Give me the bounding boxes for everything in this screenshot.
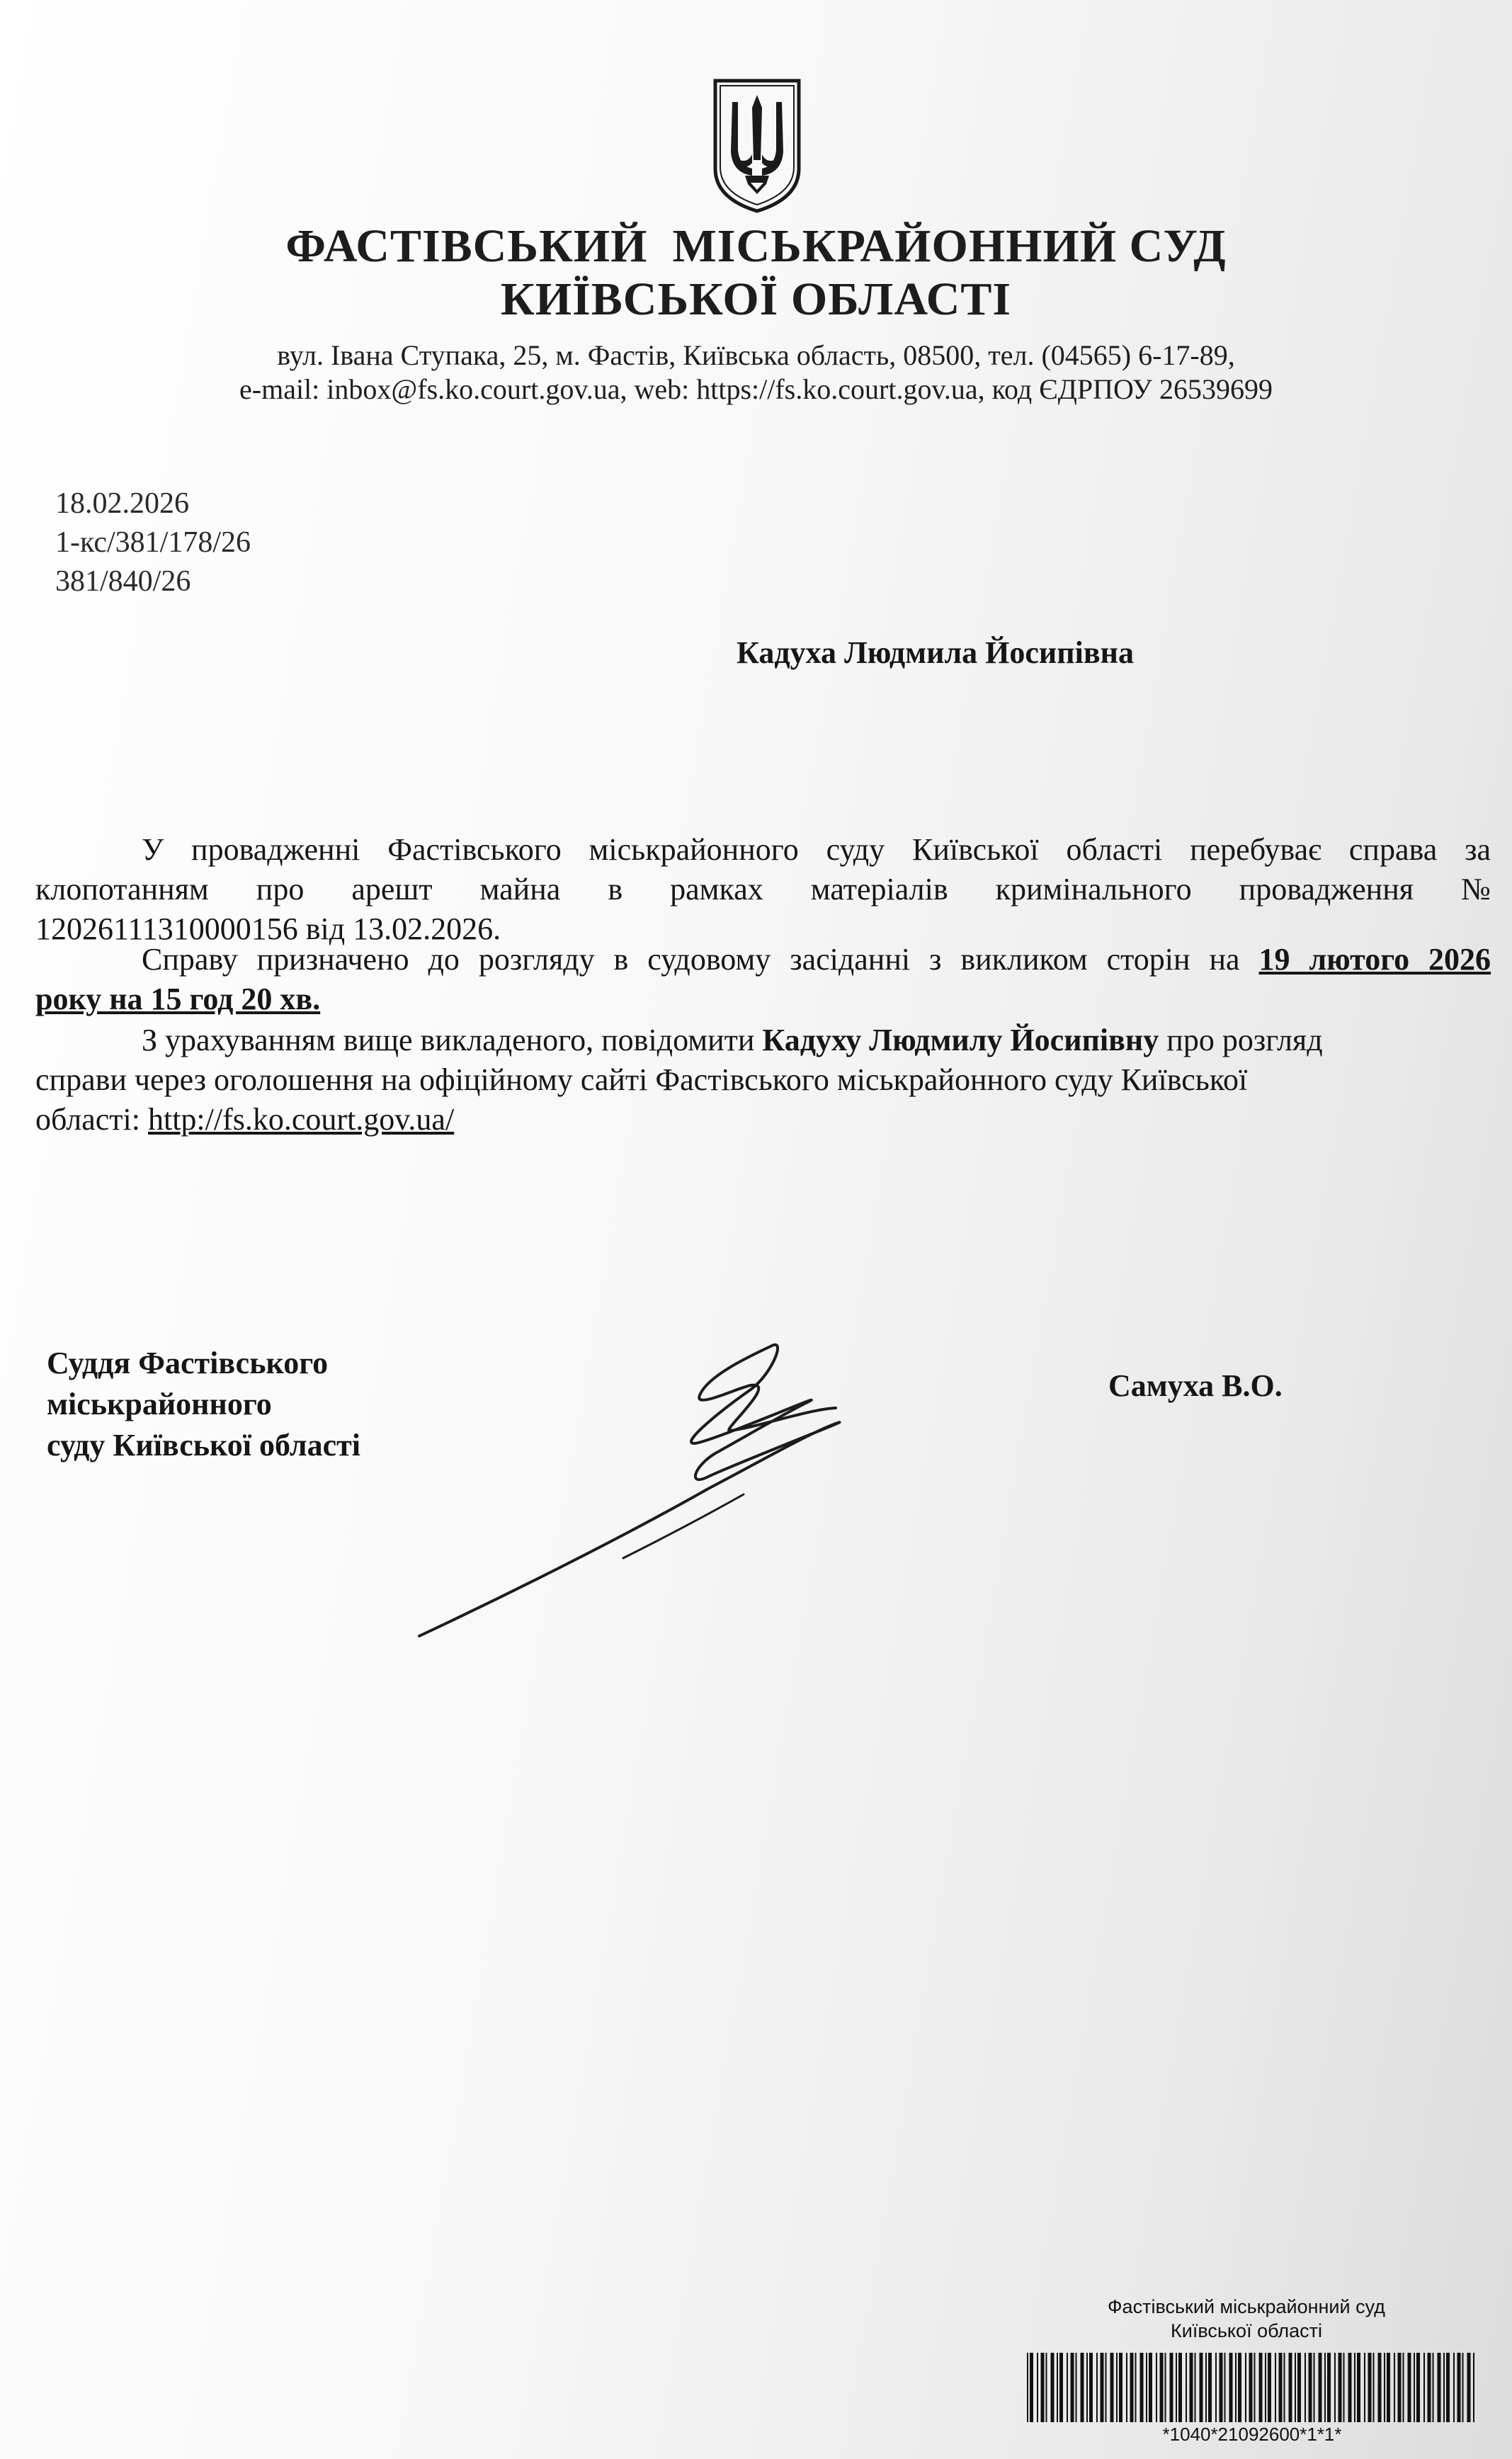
barcode-bar [1254,2353,1256,2422]
barcode-bar [1027,2353,1028,2422]
barcode-bar [1110,2353,1114,2422]
barcode-bar [1265,2353,1266,2422]
barcode-bar [1387,2353,1390,2422]
barcode-bar [1453,2353,1455,2422]
barcode-bar [1438,2353,1441,2422]
barcode-bar [1462,2353,1464,2422]
barcode-bar [1059,2353,1063,2422]
paragraph-line: справи через оголошення на офіційному сайті Фастівського міськрайонного суду Київської [35,1062,1248,1097]
hearing-time: року на 15 год 20 хв. [35,982,321,1016]
barcode-bar [1149,2353,1152,2422]
file-reference: 381/840/26 [55,565,191,598]
barcode-bar [1170,2353,1173,2422]
barcode-bar [1446,2353,1450,2422]
barcode-bar [1343,2353,1345,2422]
barcode-bar [1146,2353,1147,2422]
paragraph-case-info [35,830,1491,949]
barcode-bar [1105,2353,1107,2422]
barcode-bar [1416,2353,1420,2422]
barcode-bar [1116,2353,1118,2422]
barcode-bar [1275,2353,1276,2422]
barcode-bar [1378,2353,1382,2422]
barcode-bar [1428,2353,1431,2422]
judge-name: Самуха В.О. [1108,1368,1283,1403]
barcode-bar [1041,2353,1045,2422]
barcode-bar [1178,2353,1182,2422]
notify-text: З урахуванням вище викладеного, повідомити [142,1023,755,1057]
barcode-bar [1046,2353,1047,2422]
barcode-bar [1284,2353,1285,2422]
registry-stamp [1020,2295,1473,2343]
barcode-bar [1126,2353,1127,2422]
barcode-bar [1140,2353,1144,2422]
barcode-bar [1259,2353,1263,2422]
barcode-bar [1279,2353,1283,2422]
barcode-bar [1089,2353,1093,2422]
barcode-bar [1457,2353,1461,2422]
stamp-region: Київської області [1171,2320,1322,2341]
judge-title-line: міськрайонного [47,1387,272,1421]
barcode-bar [1423,2353,1425,2422]
stamp-court-name: Фастівський міськрайонний суд [1108,2296,1385,2317]
judge-title-line: суду Київської області [47,1428,360,1463]
barcode-bar [1220,2353,1223,2422]
barcode-bar [1101,2353,1104,2422]
barcode-bar [1249,2353,1253,2422]
barcode-bar [1067,2353,1068,2422]
barcode-bar [1229,2353,1233,2422]
notified-person: Кадуху Людмилу Йосипівну [762,1023,1159,1057]
paragraph-line [35,1021,1491,1060]
barcode-bar [1190,2353,1193,2422]
barcode-bar [1384,2353,1385,2422]
barcode-bar [1156,2353,1157,2422]
barcode-bar [1086,2353,1088,2422]
barcode-bar [1403,2353,1404,2422]
barcode-bar [1357,2353,1360,2422]
barcode-bar [1309,2353,1312,2422]
barcode-bar [1338,2353,1342,2422]
barcode-bar [1354,2353,1355,2422]
barcode-bar [1297,2353,1301,2422]
barcode-bar [1076,2353,1077,2422]
letter-date: 18.02.2026 [55,487,189,520]
barcode-bar [1186,2353,1187,2422]
barcode-bar [1408,2353,1411,2422]
link-prefix: області: [35,1102,140,1137]
court-address: вул. Івана Ступака, 25, м. Фастів, Київська область, 08500, тел. (04565) 6-17-89, [277,339,1235,371]
barcode-bar [1443,2353,1445,2422]
barcode-bar [1348,2353,1352,2422]
court-contacts: e-mail: inbox@fs.ko.court.gov.ua, web: https://fs.ko.court.gov.ua, код ЄДРПОУ 26539699 [239,373,1273,405]
barcode-bar [1205,2353,1207,2422]
barcode-bar [1176,2353,1177,2422]
barcode-bar [1200,2353,1203,2422]
barcode-bar [1135,2353,1137,2422]
paragraph-line: 12026111310000156 від 13.02.2026. [35,912,501,946]
case-reference: 1-кс/381/178/26 [55,526,251,559]
barcode-bar [1289,2353,1292,2422]
barcode-bar [1398,2353,1402,2422]
barcode [1025,2353,1479,2422]
court-name-line-1: ФАСТІВСЬКИЙ МІСЬКРАЙОННИЙ СУД [285,220,1227,272]
barcode-bar [1130,2353,1134,2422]
barcode-bar [1414,2353,1415,2422]
hearing-date: 19 лютого 2026 [1258,942,1491,977]
paragraph-line [35,1100,1491,1140]
barcode-bar [1433,2353,1434,2422]
barcode-bar [1364,2353,1365,2422]
barcode-bar [1373,2353,1375,2422]
paragraph-hearing-date [35,940,1491,1019]
barcode-bar [1071,2353,1074,2422]
addressee-name: Кадуха Людмила Йосипівна [737,635,1134,670]
barcode-bar [1394,2353,1395,2422]
paragraph-line: клопотанням про арешт майна в рамках матеріалів кримінального провадження № [35,872,1491,907]
handwritten-signature [411,1324,1048,1650]
barcode-bar [1238,2353,1241,2422]
judge-title [47,1343,360,1466]
barcode-bar [1235,2353,1237,2422]
barcode-bar [1268,2353,1271,2422]
notify-text-end: про розгляд [1166,1023,1323,1057]
barcode-bar [1467,2353,1471,2422]
barcode-bar [1295,2353,1296,2422]
barcode-bar [1057,2353,1058,2422]
court-website-link[interactable]: http://fs.ko.court.gov.ua/ [147,1102,455,1137]
barcode-bar [1245,2353,1246,2422]
barcode-bar [1224,2353,1226,2422]
barcode-bar [1165,2353,1166,2422]
barcode-bar [1368,2353,1372,2422]
hearing-text: Справу призначено до розгляду в судовому засіданні з викликом сторін на [142,942,1240,977]
paragraph-line [35,940,1491,979]
barcode-bar [1051,2353,1055,2422]
trident-coat-of-arms-icon [711,76,803,215]
barcode-bar [1319,2353,1322,2422]
barcode-bar [1215,2353,1217,2422]
judge-title-line: Суддя Фастівського [47,1346,329,1380]
barcode-bar [1030,2353,1033,2422]
barcode-bar [1473,2353,1474,2422]
barcode-bar [1081,2353,1084,2422]
barcode-bar [1334,2353,1336,2422]
barcode-bar [1324,2353,1326,2422]
paragraph-line: У провадженні Фастівського міськрайонного суду Київської області перебуває справа за [142,832,1491,867]
barcode-bar [1304,2353,1306,2422]
barcode-bar [1037,2353,1038,2422]
barcode-bar [1208,2353,1212,2422]
barcode-bar [1119,2353,1122,2422]
paragraph-notification [35,1021,1491,1140]
barcode-bar [1160,2353,1164,2422]
barcode-bar [1096,2353,1098,2422]
barcode-bar [1195,2353,1196,2422]
barcode-bar [1314,2353,1315,2422]
barcode-number: *1040*21092600*1*1* [1162,2424,1342,2445]
court-name-line-2: КИЇВСЬКОЇ ОБЛАСТІ [500,273,1012,325]
barcode-bar [1327,2353,1331,2422]
